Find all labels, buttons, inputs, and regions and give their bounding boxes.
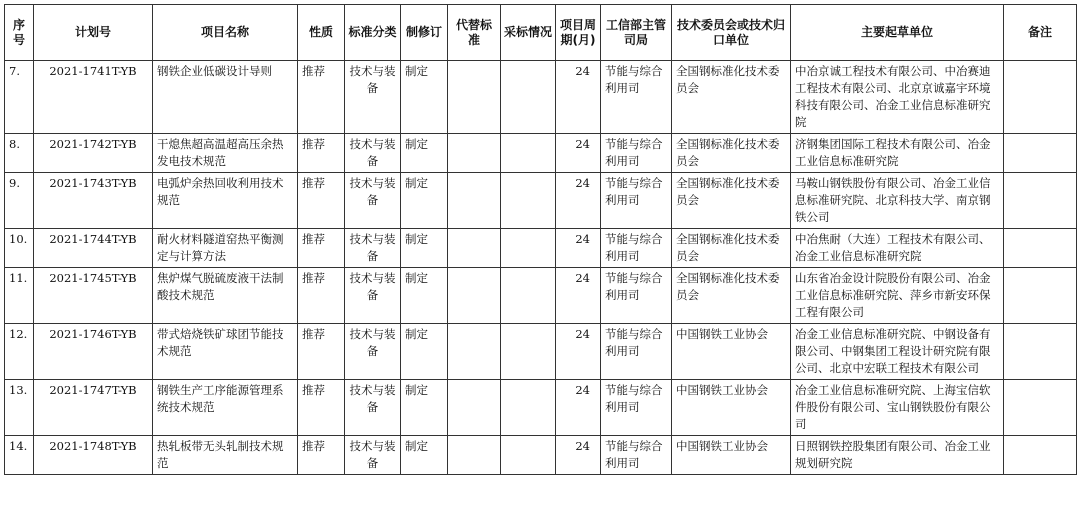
cell-cycle: 24 xyxy=(556,324,601,380)
cell-nature: 推荐 xyxy=(298,229,345,268)
table-row xyxy=(5,229,1077,268)
cell-project-name: 钢铁生产工序能源管理系统技术规范 xyxy=(153,380,298,436)
cell-seq: 12. xyxy=(5,324,34,380)
cell-std-class: 技术与装备 xyxy=(345,61,401,134)
cell-std-class: 技术与装备 xyxy=(345,173,401,229)
header-cycle: 项目周期(月) xyxy=(556,5,601,61)
cell-nature: 推荐 xyxy=(298,61,345,134)
cell-ministry: 节能与综合利用司 xyxy=(601,268,672,324)
cell-plan-no: 2021-1741T-YB xyxy=(34,61,153,134)
cell-adopt xyxy=(501,61,556,134)
cell-seq: 11. xyxy=(5,268,34,324)
cell-adopt xyxy=(501,324,556,380)
header-adopt: 采标情况 xyxy=(501,5,556,61)
cell-cycle: 24 xyxy=(556,268,601,324)
cell-ministry: 节能与综合利用司 xyxy=(601,324,672,380)
cell-project-name: 钢铁企业低碳设计导则 xyxy=(153,61,298,134)
header-std-class: 标准分类 xyxy=(345,5,401,61)
cell-ministry: 节能与综合利用司 xyxy=(601,61,672,134)
cell-ministry: 节能与综合利用司 xyxy=(601,229,672,268)
cell-replace xyxy=(448,268,501,324)
cell-remark xyxy=(1004,268,1077,324)
cell-ministry: 节能与综合利用司 xyxy=(601,134,672,173)
cell-std-class: 技术与装备 xyxy=(345,229,401,268)
cell-drafters: 马鞍山钢铁股份有限公司、冶金工业信息标准研究院、北京科技大学、南京钢铁公司 xyxy=(791,173,1004,229)
cell-committee: 全国钢标准化技术委员会 xyxy=(672,268,791,324)
cell-adopt xyxy=(501,134,556,173)
cell-nature: 推荐 xyxy=(298,324,345,380)
cell-plan-no: 2021-1746T-YB xyxy=(34,324,153,380)
cell-plan-no: 2021-1747T-YB xyxy=(34,380,153,436)
cell-cycle: 24 xyxy=(556,380,601,436)
cell-revise: 制定 xyxy=(401,380,448,436)
cell-committee: 中国钢铁工业协会 xyxy=(672,380,791,436)
table-row xyxy=(5,61,1077,134)
cell-drafters: 济钢集团国际工程技术有限公司、冶金工业信息标准研究院 xyxy=(791,134,1004,173)
cell-committee: 中国钢铁工业协会 xyxy=(672,324,791,380)
cell-revise: 制定 xyxy=(401,134,448,173)
cell-remark xyxy=(1004,324,1077,380)
header-plan-no: 计划号 xyxy=(34,5,153,61)
cell-committee: 全国钢标准化技术委员会 xyxy=(672,134,791,173)
cell-std-class: 技术与装备 xyxy=(345,436,401,475)
cell-remark xyxy=(1004,229,1077,268)
cell-plan-no: 2021-1748T-YB xyxy=(34,436,153,475)
table-row xyxy=(5,268,1077,324)
cell-adopt xyxy=(501,380,556,436)
cell-replace xyxy=(448,380,501,436)
cell-plan-no: 2021-1742T-YB xyxy=(34,134,153,173)
cell-plan-no: 2021-1745T-YB xyxy=(34,268,153,324)
cell-replace xyxy=(448,134,501,173)
cell-adopt xyxy=(501,436,556,475)
cell-ministry: 节能与综合利用司 xyxy=(601,173,672,229)
cell-drafters: 山东省冶金设计院股份有限公司、冶金工业信息标准研究院、萍乡市新安环保工程有限公司 xyxy=(791,268,1004,324)
cell-nature: 推荐 xyxy=(298,380,345,436)
cell-drafters: 冶金工业信息标准研究院、中钢设备有限公司、中钢集团工程设计研究院有限公司、北京中宏联工程技术有限公司 xyxy=(791,324,1004,380)
cell-cycle: 24 xyxy=(556,436,601,475)
header-project-name: 项目名称 xyxy=(153,5,298,61)
cell-ministry: 节能与综合利用司 xyxy=(601,380,672,436)
header-nature: 性质 xyxy=(298,5,345,61)
cell-ministry: 节能与综合利用司 xyxy=(601,436,672,475)
cell-committee: 全国钢标准化技术委员会 xyxy=(672,173,791,229)
cell-cycle: 24 xyxy=(556,61,601,134)
cell-committee: 全国钢标准化技术委员会 xyxy=(672,229,791,268)
cell-remark xyxy=(1004,173,1077,229)
cell-std-class: 技术与装备 xyxy=(345,380,401,436)
cell-remark xyxy=(1004,436,1077,475)
cell-seq: 14. xyxy=(5,436,34,475)
cell-replace xyxy=(448,173,501,229)
header-revise: 制修订 xyxy=(401,5,448,61)
cell-revise: 制定 xyxy=(401,61,448,134)
cell-nature: 推荐 xyxy=(298,436,345,475)
cell-seq: 8. xyxy=(5,134,34,173)
cell-nature: 推荐 xyxy=(298,173,345,229)
cell-remark xyxy=(1004,380,1077,436)
cell-std-class: 技术与装备 xyxy=(345,134,401,173)
cell-project-name: 热轧板带无头轧制技术规范 xyxy=(153,436,298,475)
cell-committee: 全国钢标准化技术委员会 xyxy=(672,61,791,134)
cell-replace xyxy=(448,324,501,380)
cell-adopt xyxy=(501,229,556,268)
cell-project-name: 耐火材料隧道窑热平衡测定与计算方法 xyxy=(153,229,298,268)
cell-cycle: 24 xyxy=(556,229,601,268)
table-row xyxy=(5,134,1077,173)
table-row xyxy=(5,324,1077,380)
header-replace: 代替标准 xyxy=(448,5,501,61)
cell-seq: 13. xyxy=(5,380,34,436)
cell-revise: 制定 xyxy=(401,268,448,324)
header-seq: 序号 xyxy=(5,5,34,61)
cell-revise: 制定 xyxy=(401,173,448,229)
cell-remark xyxy=(1004,134,1077,173)
cell-adopt xyxy=(501,173,556,229)
cell-adopt xyxy=(501,268,556,324)
header-drafters: 主要起草单位 xyxy=(791,5,1004,61)
cell-drafters: 日照钢铁控股集团有限公司、冶金工业规划研究院 xyxy=(791,436,1004,475)
cell-replace xyxy=(448,436,501,475)
cell-revise: 制定 xyxy=(401,229,448,268)
table-row xyxy=(5,436,1077,475)
cell-revise: 制定 xyxy=(401,436,448,475)
cell-replace xyxy=(448,229,501,268)
cell-nature: 推荐 xyxy=(298,134,345,173)
cell-drafters: 冶金工业信息标准研究院、上海宝信软件股份有限公司、宝山钢铁股份有限公司 xyxy=(791,380,1004,436)
cell-project-name: 带式焙烧铁矿球团节能技术规范 xyxy=(153,324,298,380)
cell-committee: 中国钢铁工业协会 xyxy=(672,436,791,475)
cell-project-name: 干熄焦超高温超高压余热发电技术规范 xyxy=(153,134,298,173)
cell-remark xyxy=(1004,61,1077,134)
cell-seq: 10. xyxy=(5,229,34,268)
header-row xyxy=(5,5,1077,61)
table-row xyxy=(5,173,1077,229)
cell-std-class: 技术与装备 xyxy=(345,324,401,380)
header-ministry: 工信部主管司局 xyxy=(601,5,672,61)
header-committee: 技术委员会或技术归口单位 xyxy=(672,5,791,61)
cell-drafters: 中冶焦耐（大连）工程技术有限公司、冶金工业信息标准研究院 xyxy=(791,229,1004,268)
cell-nature: 推荐 xyxy=(298,268,345,324)
cell-drafters: 中冶京诚工程技术有限公司、中冶赛迪工程技术有限公司、北京京诚嘉宇环境科技有限公司、冶金工业信息标准研究院 xyxy=(791,61,1004,134)
cell-seq: 7. xyxy=(5,61,34,134)
cell-project-name: 电弧炉余热回收利用技术规范 xyxy=(153,173,298,229)
cell-project-name: 焦炉煤气脱硫废液干法制酸技术规范 xyxy=(153,268,298,324)
table-row xyxy=(5,380,1077,436)
cell-revise: 制定 xyxy=(401,324,448,380)
cell-replace xyxy=(448,61,501,134)
cell-seq: 9. xyxy=(5,173,34,229)
cell-std-class: 技术与装备 xyxy=(345,268,401,324)
standards-plan-table xyxy=(4,4,1077,475)
standards-plan-table-container xyxy=(4,4,1077,475)
cell-cycle: 24 xyxy=(556,134,601,173)
cell-cycle: 24 xyxy=(556,173,601,229)
header-remark: 备注 xyxy=(1004,5,1077,61)
cell-plan-no: 2021-1744T-YB xyxy=(34,229,153,268)
cell-plan-no: 2021-1743T-YB xyxy=(34,173,153,229)
